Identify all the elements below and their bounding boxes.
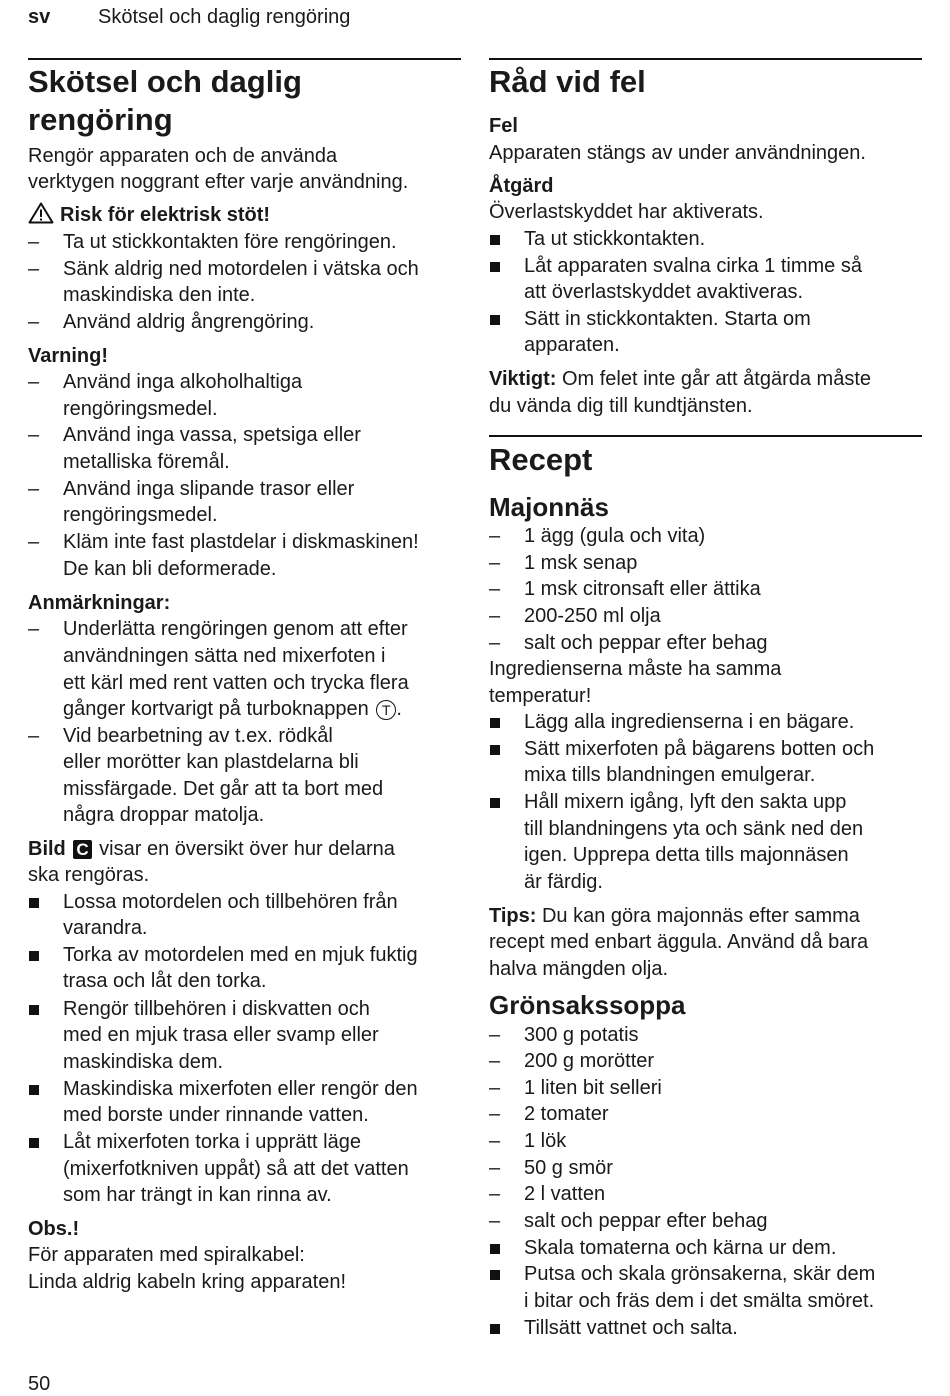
care-heading-line1: Skötsel och daglig (28, 64, 302, 99)
list-item: ett kärl med rent vatten och trycka flera (63, 672, 409, 694)
dash-marker: – (489, 1210, 501, 1232)
ingredient-item: 1 ägg (gula och vita) (524, 525, 706, 547)
important-label: Viktigt: (489, 368, 557, 390)
dash-marker: – (28, 231, 40, 253)
list-item: igen. Upprepa detta tills majonnäsen (524, 844, 849, 866)
language-code: sv (28, 6, 51, 28)
bullet-square (490, 1324, 500, 1334)
ingredient-item: 1 msk senap (524, 552, 638, 574)
action-title: Åtgärd (489, 175, 554, 197)
recipes-heading: Recept (489, 442, 593, 477)
page-number: 50 (28, 1373, 51, 1395)
ingredient-item: 200 g morötter (524, 1050, 655, 1072)
list-item: Använd aldrig ångrengöring. (63, 311, 315, 333)
list-item: Underlätta rengöringen genom att efter (63, 618, 408, 640)
list-item: är färdig. (524, 871, 603, 893)
dash-marker: – (489, 1077, 501, 1099)
bullet-square (490, 718, 500, 728)
ingredient-item: 200-250 ml olja (524, 605, 661, 627)
figure-reference (28, 836, 395, 863)
ingredient-item: 1 msk citronsaft eller ättika (524, 578, 761, 600)
tips-text: recept med enbart äggula. Använd då bara (489, 931, 869, 953)
tips-text: halva mängden olja. (489, 958, 669, 980)
list-item: till blandningens yta och sänk ned den (524, 818, 864, 840)
list-item: med en mjuk trasa eller svamp eller (63, 1024, 379, 1046)
list-item: gånger kortvarigt på turboknappen T . (63, 698, 402, 720)
fault-text: Apparaten stängs av under användningen. (489, 142, 866, 164)
dash-marker: – (28, 618, 40, 640)
care-heading-line2: rengöring (28, 102, 173, 137)
bullet-square (29, 951, 39, 961)
dash-marker: – (489, 552, 501, 574)
ingredient-item: 2 tomater (524, 1103, 609, 1125)
intro-text: verktygen noggrant efter varje användning. (28, 171, 409, 193)
dash-marker: – (28, 424, 40, 446)
list-item: Låt apparaten svalna cirka 1 timme så (524, 255, 862, 277)
dash-marker: – (489, 525, 501, 547)
list-item: mixa tills blandningen emulgerar. (524, 764, 816, 786)
list-item: Vid bearbetning av t.ex. rödkål (63, 725, 333, 747)
ingredient-item: 2 l vatten (524, 1183, 606, 1205)
troubleshooting-heading: Råd vid fel (489, 64, 646, 99)
list-item: Använd inga vassa, spetsiga eller (63, 424, 361, 446)
vegetable-soup-heading: Grönsakssoppa (489, 990, 686, 1020)
list-item: Använd inga alkoholhaltiga (63, 371, 303, 393)
list-item: Sänk aldrig ned motordelen i vätska och (63, 258, 419, 280)
obs-title: Obs.! (28, 1218, 80, 1240)
bullet-square (490, 315, 500, 325)
bullet-square (490, 1270, 500, 1280)
tips-text: Du kan göra majonnäs efter samma (536, 905, 860, 927)
list-item: som har trängt in kan rinna av. (63, 1184, 332, 1206)
tips-note (489, 903, 860, 930)
obs-text: Linda aldrig kabeln kring apparaten! (28, 1271, 346, 1293)
page-header (28, 6, 351, 29)
section-rule (489, 435, 922, 437)
mayo-note: temperatur! (489, 685, 592, 707)
list-item: maskindiska den inte. (63, 284, 256, 306)
dash-marker: – (28, 478, 40, 500)
list-item: Sätt in stickkontakten. Starta om (524, 308, 811, 330)
list-item: (mixerfotkniven uppåt) så att det vatten (63, 1158, 409, 1180)
mayo-note: Ingredienserna måste ha samma (489, 658, 782, 680)
list-item: att överlastskyddet avaktiveras. (524, 281, 804, 303)
fault-title: Fel (489, 115, 518, 137)
list-item: Torka av motordelen med en mjuk fuktig (63, 944, 418, 966)
list-item-text: gånger kortvarigt på turboknappen (63, 698, 369, 720)
ingredient-item: 1 liten bit selleri (524, 1077, 662, 1099)
dash-marker: – (489, 632, 501, 654)
list-item: rengöringsmedel. (63, 504, 218, 526)
list-item: Maskindiska mixerfoten eller rengör den (63, 1078, 418, 1100)
ingredient-item: 1 lök (524, 1130, 567, 1152)
action-text: Överlastskyddet har aktiverats. (489, 201, 764, 223)
bullet-square (29, 1005, 39, 1015)
figure-reference-text: ska rengöras. (28, 864, 150, 886)
list-item: Låt mixerfoten torka i upprätt läge (63, 1131, 361, 1153)
dash-marker: – (489, 1103, 501, 1125)
bullet-square (490, 235, 500, 245)
list-item: några droppar matolja. (63, 804, 265, 826)
list-item: Rengör tillbehören i diskvatten och (63, 998, 370, 1020)
dash-marker: – (28, 258, 40, 280)
list-item: Sätt mixerfoten på bägarens botten och (524, 738, 875, 760)
bullet-square (490, 1244, 500, 1254)
section-rule (28, 58, 461, 60)
list-item: användningen sätta ned mixerfoten i (63, 645, 386, 667)
obs-text: För apparaten med spiralkabel: (28, 1244, 305, 1266)
list-item: Lägg alla ingredienserna i en bägare. (524, 711, 855, 733)
dash-marker: – (489, 1183, 501, 1205)
list-item: Putsa och skala grönsakerna, skär dem (524, 1263, 876, 1285)
figure-label: Bild (28, 838, 66, 860)
dash-marker: – (489, 1157, 501, 1179)
list-item: Ta ut stickkontakten. (524, 228, 706, 250)
figure-reference-text: visar en översikt över hur delarna (93, 838, 395, 860)
list-item: varandra. (63, 917, 148, 939)
list-item: metalliska föremål. (63, 451, 230, 473)
list-item: Lossa motordelen och tillbehören från (63, 891, 398, 913)
varning-title: Varning! (28, 345, 109, 367)
dash-marker: – (28, 371, 40, 393)
list-item: missfärgade. Det går att ta bort med (63, 778, 384, 800)
warning-triangle-icon (28, 202, 54, 224)
list-item: Använd inga slipande trasor eller (63, 478, 355, 500)
bullet-square (490, 745, 500, 755)
list-item: eller morötter kan plastdelarna bli (63, 751, 359, 773)
dash-marker: – (489, 605, 501, 627)
bullet-square (490, 262, 500, 272)
list-item: trasa och låt den torka. (63, 970, 267, 992)
list-item: apparaten. (524, 334, 620, 356)
section-rule (489, 58, 922, 60)
list-item: Ta ut stickkontakten före rengöringen. (63, 231, 397, 253)
figure-letter-badge: C (73, 840, 91, 859)
list-item: rengöringsmedel. (63, 398, 218, 420)
dash-marker: – (489, 1050, 501, 1072)
mayonnaise-heading: Majonnäs (489, 492, 609, 522)
dash-marker: – (28, 531, 40, 553)
bullet-square (29, 898, 39, 908)
ingredient-item: 300 g potatis (524, 1024, 639, 1046)
bullet-square (29, 1085, 39, 1095)
dash-marker: – (489, 1130, 501, 1152)
list-item: De kan bli deformerade. (63, 558, 277, 580)
important-text: Om felet inte går att åtgärda måste (556, 368, 872, 390)
tips-label: Tips: (489, 905, 537, 927)
risk-title (28, 202, 270, 229)
dash-marker: – (28, 725, 40, 747)
list-item: Håll mixern igång, lyft den sakta upp (524, 791, 847, 813)
list-item: Tillsätt vattnet och salta. (524, 1317, 738, 1339)
list-item: i bitar och fräs dem i det smälta smöret. (524, 1290, 875, 1312)
important-note (489, 366, 871, 393)
list-item: med borste under rinnande vatten. (63, 1104, 369, 1126)
dash-marker: – (489, 1024, 501, 1046)
important-text: du vända dig till kundtjänsten. (489, 395, 753, 417)
running-title: Skötsel och daglig rengöring (98, 6, 351, 28)
notes-title: Anmärkningar: (28, 592, 171, 614)
list-item: Kläm inte fast plastdelar i diskmaskinen! (63, 531, 419, 553)
risk-title-text: Risk för elektrisk stöt! (60, 204, 271, 226)
dash-marker: – (28, 311, 40, 333)
ingredient-item: salt och peppar efter behag (524, 632, 768, 654)
bullet-square (29, 1138, 39, 1148)
bullet-square (490, 798, 500, 808)
list-item: Skala tomaterna och kärna ur dem. (524, 1237, 837, 1259)
ingredient-item: 50 g smör (524, 1157, 613, 1179)
intro-text: Rengör apparaten och de använda (28, 145, 338, 167)
turbo-button-icon: T (376, 700, 396, 720)
ingredient-item: salt och peppar efter behag (524, 1210, 768, 1232)
list-item: maskindiska dem. (63, 1051, 224, 1073)
dash-marker: – (489, 578, 501, 600)
